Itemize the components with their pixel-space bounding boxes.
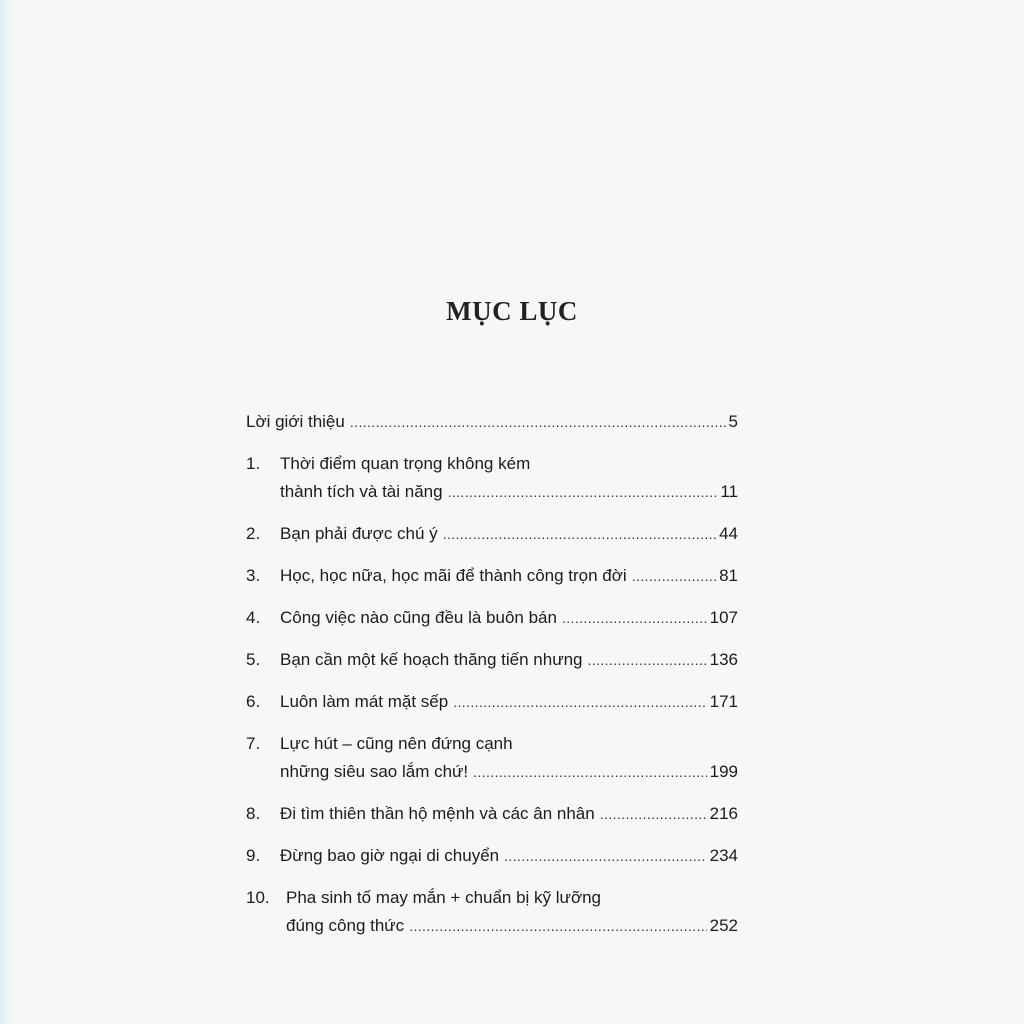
toc-entry-body [280,562,738,590]
toc-page-number: 216 [709,804,738,823]
toc-entry-number: 9. [246,846,261,865]
toc-entry-body [280,450,738,506]
toc-entry-title: Pha sinh tố may mắn + chuẩn bị kỹ lưỡng [286,888,601,907]
toc-entry-line [280,450,738,478]
toc-page-number: 107 [709,608,738,627]
toc-entry-line [280,758,738,786]
page-edge-tint [0,0,14,1024]
page-title: MỤC LỤC [446,296,578,327]
toc-entry-title: thành tích và tài năng [280,482,443,501]
toc-entry[interactable] [246,842,738,870]
toc-entry-line [280,800,738,828]
toc-entry[interactable] [246,730,738,786]
toc-page-number: 234 [709,846,738,865]
toc-entry-title: Đi tìm thiên thần hộ mệnh và các ân nhân [280,804,595,823]
toc-entry-title: Luôn làm mát mặt sếp [280,692,449,711]
dot-leader [504,842,707,870]
toc-entry-number: 2. [246,524,261,543]
toc-page-number: 5 [728,412,738,431]
toc-page-number: 81 [719,566,738,585]
toc-entry-title: Bạn cần một kế hoạch thăng tiến nhưng [280,650,583,669]
toc-entry-number: 10. [246,888,270,907]
toc-page-number: 44 [719,524,738,543]
toc-entry-title: Học, học nữa, học mãi để thành công trọn đời [280,566,627,585]
toc-entry-body [280,646,738,674]
toc-entry-number: 7. [246,734,261,753]
dot-leader [448,478,718,506]
toc-entry-line [280,842,738,870]
toc-entry-line [286,884,738,912]
toc-entry-title: Lời giới thiệu [246,412,345,431]
toc-entry-number: 4. [246,608,261,627]
dot-leader [350,408,726,436]
toc-entry[interactable] [246,800,738,828]
dot-leader [443,520,716,548]
toc-entry-line [280,562,738,590]
toc-entry[interactable] [246,408,738,436]
toc-entry-line [286,912,738,940]
toc-entry[interactable] [246,604,738,632]
toc-entry-body [286,884,738,940]
toc-entry-title: đúng công thức [286,916,405,935]
toc-entry[interactable] [246,520,738,548]
toc-entry[interactable] [246,450,738,506]
toc-entry-number: 8. [246,804,261,823]
dot-leader [409,912,706,940]
toc-entry-line [280,646,738,674]
dot-leader [632,562,716,590]
toc-page-number: 252 [709,916,738,935]
toc-entry-line [280,604,738,632]
toc-entry-body [246,408,738,436]
toc-entry-line [280,478,738,506]
toc-entry-body [280,800,738,828]
toc-entry-line [280,520,738,548]
toc-entry-line [246,408,738,436]
toc-page-number: 136 [709,650,738,669]
toc-entry-number: 1. [246,454,261,473]
toc-entry-number: 3. [246,566,261,585]
toc-entry-line [280,730,738,758]
toc-entry-body [280,730,738,786]
toc-entry[interactable] [246,562,738,590]
toc-entry-title: Thời điểm quan trọng không kém [280,454,531,473]
dot-leader [473,758,706,786]
toc-entry-line [280,688,738,716]
toc-page-number: 171 [709,692,738,711]
dot-leader [600,800,707,828]
dot-leader [453,688,706,716]
toc-entry-title: những siêu sao lắm chứ! [280,762,469,781]
toc-entry-body [280,604,738,632]
toc-entry[interactable] [246,884,738,940]
toc-page-number: 199 [709,762,738,781]
toc-entry[interactable] [246,688,738,716]
toc-entry-number: 6. [246,692,261,711]
toc-entry[interactable] [246,646,738,674]
toc-entry-number: 5. [246,650,261,669]
toc-entry-body [280,688,738,716]
toc-page-number: 11 [720,482,738,501]
toc-entry-title: Công việc nào cũng đều là buôn bán [280,608,557,627]
toc-entry-title: Đừng bao giờ ngại di chuyển [280,846,500,865]
toc-entry-body [280,842,738,870]
toc-entry-title: Lực hút – cũng nên đứng cạnh [280,734,513,753]
table-of-contents [246,408,738,940]
dot-leader [562,604,707,632]
toc-entry-title: Bạn phải được chú ý [280,524,438,543]
dot-leader [587,646,706,674]
toc-entry-body [280,520,738,548]
